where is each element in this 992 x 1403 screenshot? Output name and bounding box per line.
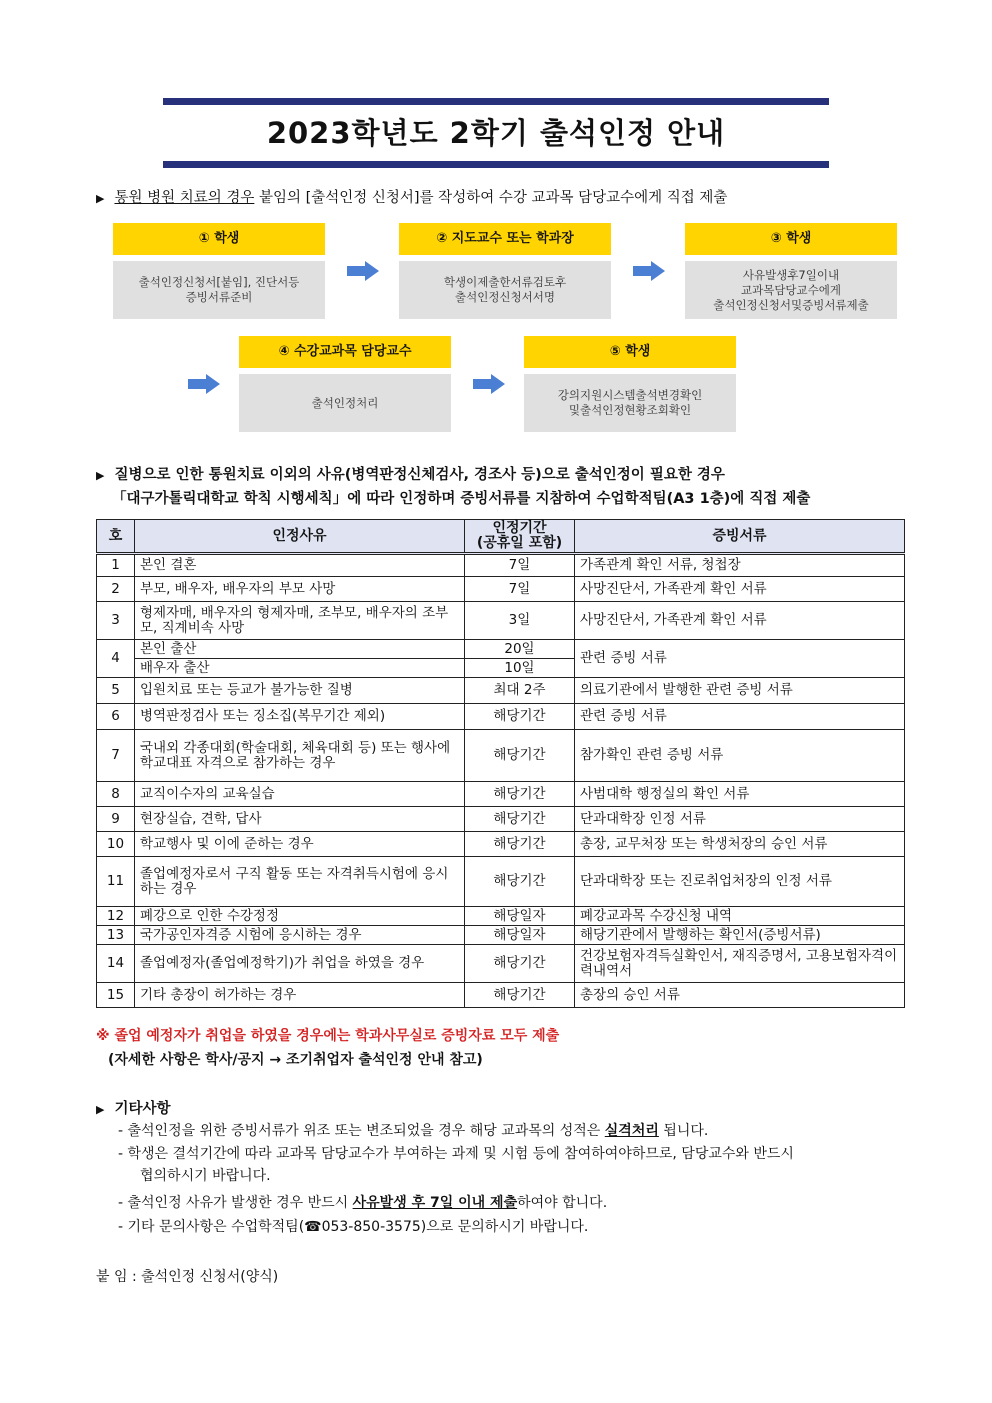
table-row [97,554,905,577]
attendance-table [96,519,905,1008]
table-row [97,730,905,782]
right-arrow-icon [347,261,379,281]
row-no: 7 [97,730,135,782]
row-docs: 사망진단서, 가족관계 확인 서류 [575,602,905,640]
etc-heading [96,1097,171,1118]
row-docs: 의료기관에서 발행한 관련 증빙 서류 [575,678,905,704]
flow-step-5-head: ⑤ 학생 [524,336,736,368]
flow-step-4-body [239,374,451,432]
row-reason: 형제자매, 배우자의 형제자매, 조부모, 배우자의 조부모, 직계비속 사망 [135,602,465,640]
flow-step-3-line-1: 사유발생후7일이내 [742,267,840,282]
flow-step-1-line-2: 증빙서류준비 [185,290,253,304]
row-no: 12 [97,907,135,926]
employment-note-reference: (자세한 사항은 학사/공지 → 조기취업자 출석인정 안내 참고) [108,1052,483,1068]
row-no: 10 [97,832,135,857]
row-no: 5 [97,678,135,704]
etc-item-1-tail: 됩니다. [658,1123,709,1139]
flow-step-1-head: ① 학생 [113,223,325,255]
header-period-line-1: 인정기간 [492,520,547,536]
table-row [97,577,905,602]
row-no: 15 [97,983,135,1008]
row-period: 해당기간 [465,857,575,907]
etc-item-3-text: - 출석인정 사유가 발생한 경우 반드시 [118,1195,353,1211]
section2-heading [96,465,725,486]
header-reason: 인정사유 [135,520,465,554]
row-reason: 본인 결혼 [135,554,465,577]
header-no: 호 [97,520,135,554]
row-reason: 학교행사 및 이에 준하는 경우 [135,832,465,857]
table-row [97,704,905,730]
row-reason: 병역판정검사 또는 징소집(복무기간 제외) [135,704,465,730]
flow-step-1-body [113,261,325,319]
etc-item-3-emphasis: 사유발생 후 7일 이내 제출 [352,1195,518,1211]
row-period: 해당기간 [465,832,575,857]
row-reason: 부모, 배우자, 배우자의 부모 사망 [135,577,465,602]
header-period [465,520,575,554]
flow-step-5-line-2: 및출석인정현황조회확인 [568,403,692,417]
section1-text: 붙임의 [출석인정 신청서]를 작성하여 수강 교과목 담당교수에게 직접 제출 [254,190,728,206]
header-period-line-2: (공휴일 포함) [476,535,563,551]
title-top-bar [163,98,829,105]
row-period: 해당기간 [465,807,575,832]
flow-step-3-head: ③ 학생 [685,223,897,255]
flow-step-3-line-2: 교과목담당교수에게 [741,282,841,297]
title-bottom-bar [163,161,829,168]
row-reason: 입원치료 또는 등교가 불가능한 질병 [135,678,465,704]
row-no: 6 [97,704,135,730]
table-row [97,926,905,945]
flow-step-5-line-1: 강의지원시스템출석변경확인 [557,388,703,402]
row-no: 11 [97,857,135,907]
row-reason: 졸업예정자로서 구직 활동 또는 자격취득시험에 응시하는 경우 [135,857,465,907]
row-docs: 단과대학장 또는 진로취업처장의 인정 서류 [575,857,905,907]
section1-heading [96,188,727,209]
row-period: 해당기간 [465,945,575,983]
etc-item-3 [118,1192,898,1214]
row-reason: 졸업예정자(졸업예정학기)가 취업을 하였을 경우 [135,945,465,983]
table-row [97,983,905,1008]
row-no: 3 [97,602,135,640]
row-period: 해당기간 [465,704,575,730]
row-docs: 관련 증빙 서류 [575,704,905,730]
etc-item-2-continuation: 협의하시기 바랍니다. [140,1168,271,1184]
title-block [163,98,829,168]
right-arrow-icon [473,374,505,394]
flow-step-4-head: ④ 수강교과목 담당교수 [239,336,451,368]
row-docs: 총장의 승인 서류 [575,983,905,1008]
row-no: 4 [97,640,135,678]
row-docs: 가족관계 확인 서류, 청첩장 [575,554,905,577]
flow-step-4 [239,336,451,432]
etc-item-4 [118,1216,898,1238]
right-arrow-icon [188,374,220,394]
row-period-b: 10일 [465,659,575,678]
row-reason: 교직이수자의 교육실습 [135,782,465,807]
etc-item-3-tail: 하여야 합니다. [517,1195,608,1211]
etc-item-4-text: - 기타 문의사항은 수업학적팀(☎053-850-3575)으로 문의하시기 바랍니다. [118,1219,589,1235]
row-period: 해당기간 [465,782,575,807]
etc-item-1-emphasis: 실격처리 [604,1123,659,1139]
flow-step-2-head: ② 지도교수 또는 학과장 [399,223,611,255]
row-no: 1 [97,554,135,577]
flow-step-5 [524,336,736,432]
table-row [97,832,905,857]
row-period: 7일 [465,577,575,602]
flow-step-5-body [524,374,736,432]
table-header-row [97,520,905,554]
row-period-a: 20일 [465,640,575,659]
triangle-bullet-icon: ▶ [96,192,105,205]
flow-step-3 [685,223,897,319]
row-docs: 해당기관에서 발행하는 확인서(증빙서류) [575,926,905,945]
flow-step-4-line-1: 출석인정처리 [311,395,379,410]
flow-step-1 [113,223,325,319]
employment-note: ※ 졸업 예정자가 취업을 하였을 경우에는 학과사무실로 증빙자료 모두 제출 [96,1028,560,1044]
row-docs: 폐강교과목 수강신청 내역 [575,907,905,926]
table-row [97,640,905,659]
row-no: 2 [97,577,135,602]
row-period: 해당기간 [465,983,575,1008]
section2-line-1: 질병으로 인한 통원치료 이외의 사유(병역판정신체검사, 경조사 등)으로 출석인정이 필요한 경우 [114,467,725,483]
flow-step-3-body [685,261,897,319]
row-no: 9 [97,807,135,832]
flow-step-2-body [399,261,611,319]
row-period: 7일 [465,554,575,577]
etc-heading-label: 기타사항 [114,1101,171,1117]
row-no: 14 [97,945,135,983]
row-docs: 사망진단서, 가족관계 확인 서류 [575,577,905,602]
header-docs: 증빙서류 [575,520,905,554]
row-reason: 기타 총장이 허가하는 경우 [135,983,465,1008]
row-docs: 단과대학장 인정 서류 [575,807,905,832]
row-docs: 사범대학 행정실의 확인 서류 [575,782,905,807]
etc-item-1-text: - 출석인정을 위한 증빙서류가 위조 또는 변조되었을 경우 해당 교과목의 성적은 [118,1123,605,1139]
row-reason: 국내외 각종대회(학술대회, 체육대회 등) 또는 행사에 학교대표 자격으로 참가하는 경우 [135,730,465,782]
row-docs: 관련 증빙 서류 [575,640,905,678]
table-row [97,907,905,926]
row-period: 해당기간 [465,730,575,782]
flow-step-2 [399,223,611,319]
triangle-bullet-icon: ▶ [96,469,105,482]
etc-item-1 [118,1120,898,1142]
section1-underlined: 통원 병원 치료의 경우 [114,190,255,206]
section2-line-2: 「대구가톨릭대학교 학칙 시행세칙」에 따라 인정하며 증빙서류를 지참하여 수업학적팀(A3 1층)에 직접 제출 [112,491,811,507]
row-reason: 폐강으로 인한 수강정정 [135,907,465,926]
row-no: 8 [97,782,135,807]
row-reason: 국가공인자격증 시험에 응시하는 경우 [135,926,465,945]
etc-item-2 [118,1143,898,1187]
flow-step-2-line-2: 출석인정신청서서명 [455,290,555,304]
table-row [97,945,905,983]
row-docs: 건강보험자격득실확인서, 재직증명서, 고용보험자격이력내역서 [575,945,905,983]
table-row [97,678,905,704]
flow-step-3-line-3: 출석인정신청서및증빙서류제출 [713,297,869,312]
row-reason: 현장실습, 견학, 답사 [135,807,465,832]
table-row [97,857,905,907]
row-reason-b: 배우자 출산 [135,659,465,678]
row-period: 해당일자 [465,926,575,945]
row-period: 3일 [465,602,575,640]
right-arrow-icon [633,261,665,281]
row-no: 13 [97,926,135,945]
attachment-line: 붙 임 : 출석인정 신청서(양식) [96,1269,279,1285]
etc-item-2-text: - 학생은 결석기간에 따라 교과목 담당교수가 부여하는 과제 및 시험 등에 참여하여야하므로, 담당교수와 반드시 [118,1146,794,1162]
row-docs: 참가확인 관련 증빙 서류 [575,730,905,782]
table-row [97,602,905,640]
flow-step-2-line-1: 학생이제출한서류검토후 [443,275,567,289]
row-docs: 총장, 교무처장 또는 학생처장의 승인 서류 [575,832,905,857]
row-period: 해당일자 [465,907,575,926]
table-row [97,782,905,807]
row-reason-a: 본인 출산 [135,640,465,659]
row-period: 최대 2주 [465,678,575,704]
page-title: 2023학년도 2학기 출석인정 안내 [266,116,726,150]
triangle-bullet-icon: ▶ [96,1103,105,1116]
flow-step-1-line-1: 출석인정신청서[붙임], 진단서등 [138,275,300,289]
table-row [97,807,905,832]
